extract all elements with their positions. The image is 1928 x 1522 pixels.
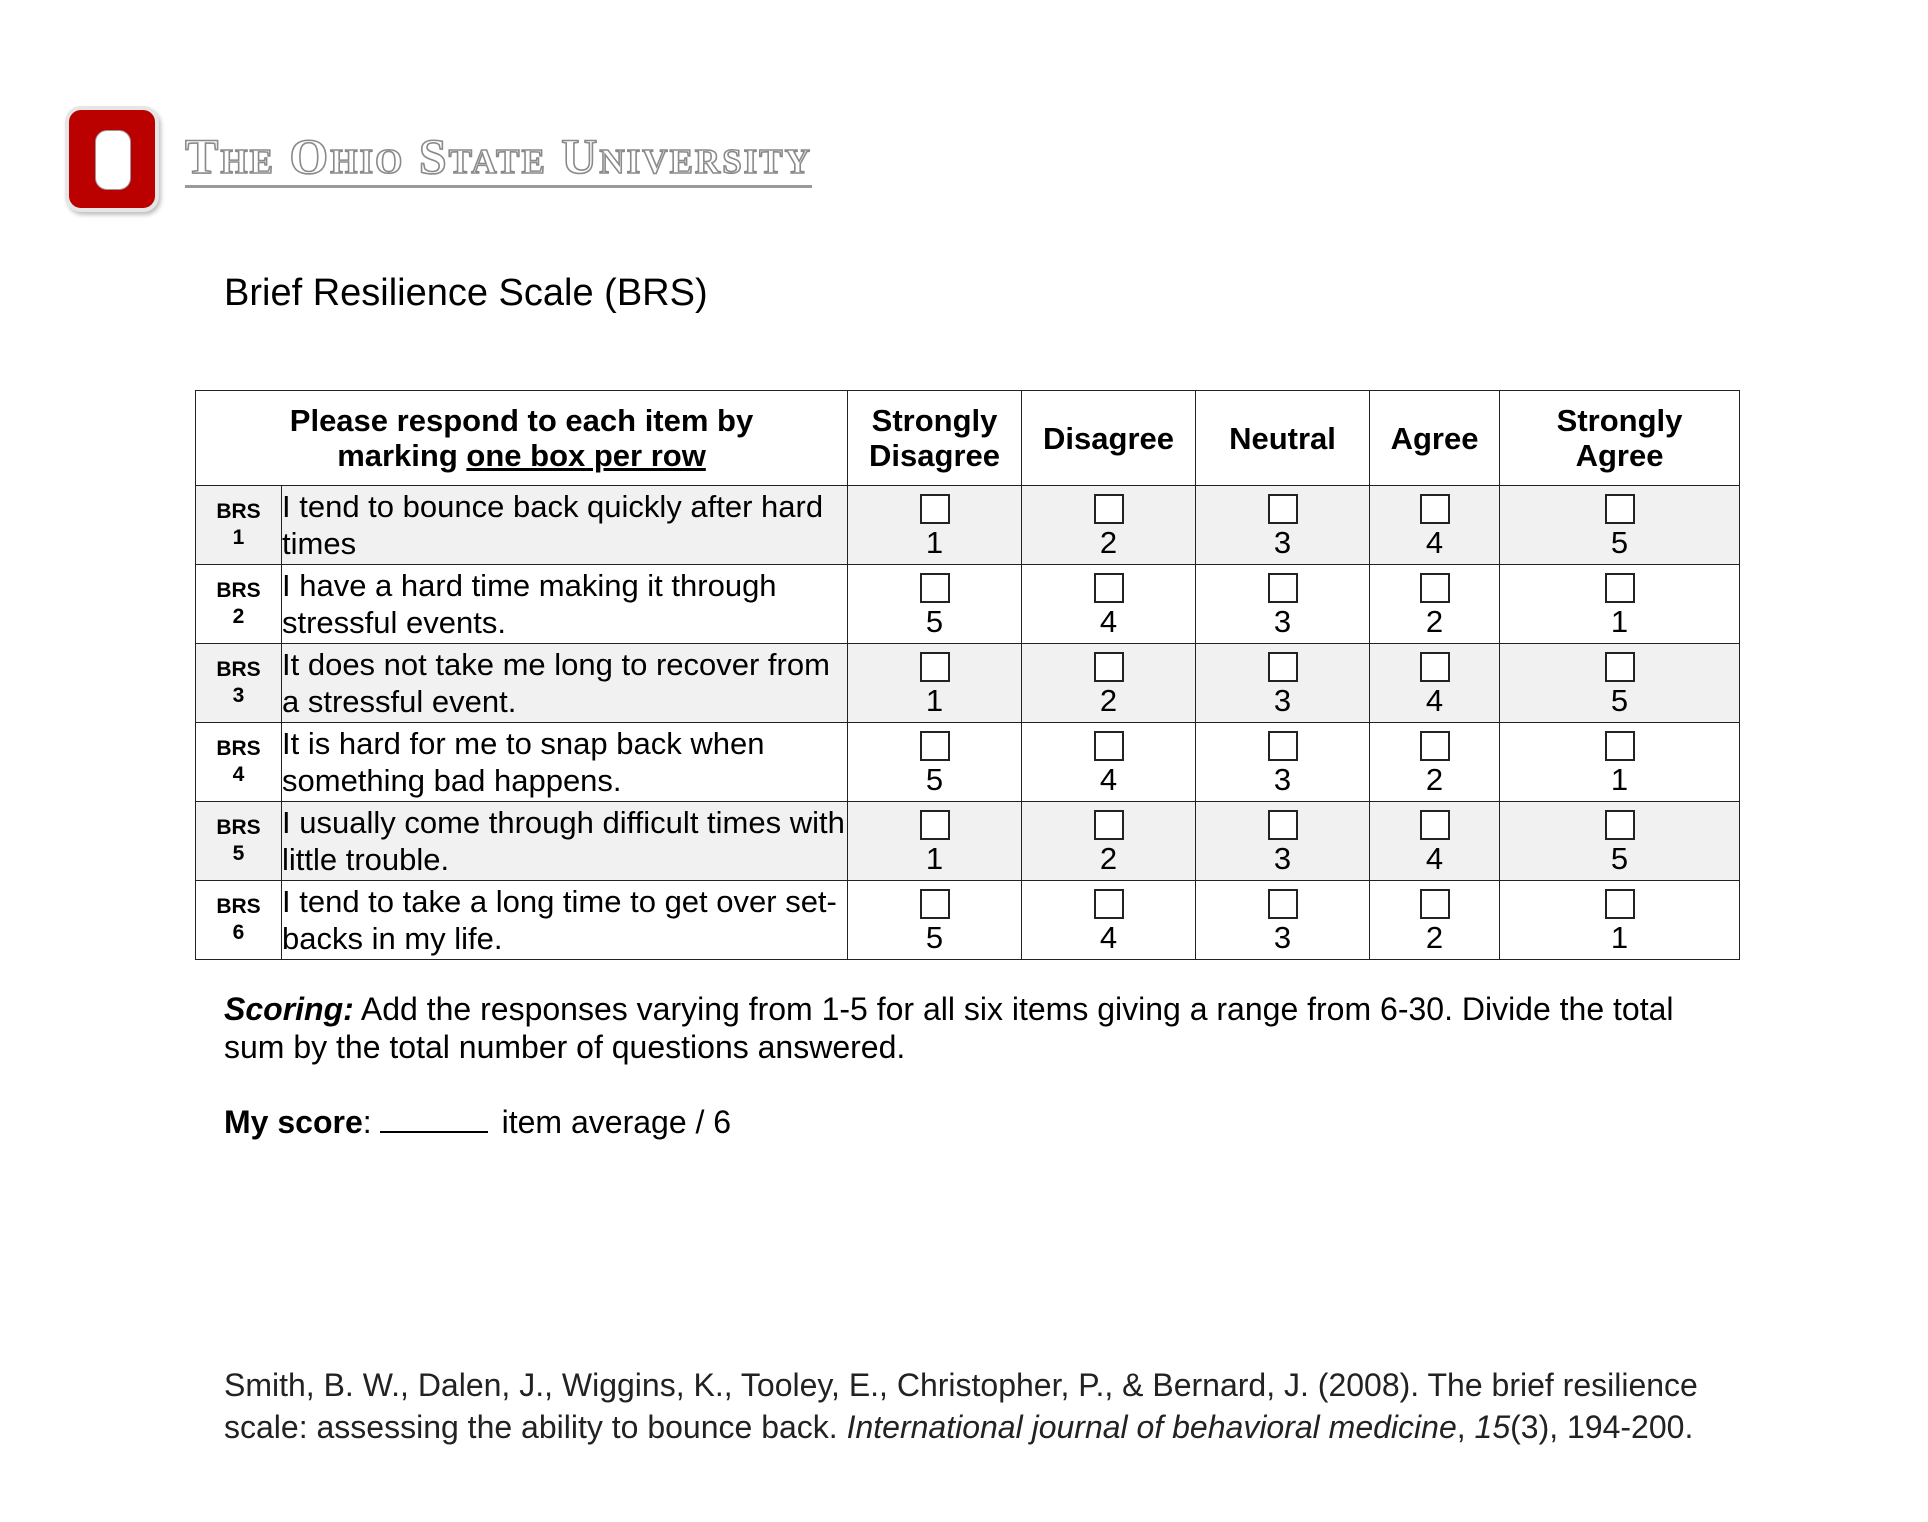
item-statement: It is hard for me to snap back when something bad happens.	[282, 723, 848, 802]
item-code: BRS	[216, 579, 261, 602]
instruction-line-2-emphasis: one box per row	[466, 438, 706, 473]
university-name: The Ohio State University	[185, 130, 812, 188]
item-code: BRS	[216, 658, 261, 681]
response-cell-strongly-agree	[1500, 644, 1740, 723]
response-checkbox[interactable]	[1605, 810, 1635, 840]
item-code: BRS	[216, 500, 261, 523]
response-value: 3	[1273, 604, 1292, 639]
response-value: 3	[1273, 920, 1292, 955]
response-value: 5	[1610, 841, 1629, 876]
item-number: 3	[232, 684, 245, 707]
response-cell-disagree	[1022, 723, 1196, 802]
item-id	[196, 802, 282, 881]
response-checkbox[interactable]	[1094, 731, 1124, 761]
response-cell-neutral	[1196, 723, 1370, 802]
response-value: 4	[1099, 762, 1118, 797]
resilience-scale-table	[195, 390, 1740, 960]
response-value: 2	[1099, 683, 1118, 718]
table-row	[196, 723, 1740, 802]
response-value: 2	[1425, 762, 1444, 797]
my-score-colon: :	[362, 1104, 372, 1140]
item-id	[196, 723, 282, 802]
response-checkbox[interactable]	[1268, 652, 1298, 682]
item-number: 5	[232, 842, 245, 865]
page-title: Brief Resilience Scale (BRS)	[224, 272, 708, 314]
response-cell-strongly-disagree	[848, 565, 1022, 644]
block-o-logo-icon	[65, 106, 159, 212]
citation-authors: Smith, B. W., Dalen, J., Wiggins, K., Tooley, E., Christopher, P., & Bernard, J. (2008). The brief resilience scale: assessing the ability to bounce back.	[224, 1367, 1698, 1445]
response-checkbox[interactable]	[1420, 494, 1450, 524]
item-id	[196, 881, 282, 960]
response-cell-agree	[1370, 802, 1500, 881]
response-checkbox[interactable]	[920, 494, 950, 524]
response-cell-disagree	[1022, 881, 1196, 960]
response-cell-strongly-agree	[1500, 723, 1740, 802]
table-row	[196, 486, 1740, 565]
response-value: 4	[1425, 525, 1444, 560]
response-cell-strongly-agree	[1500, 881, 1740, 960]
response-value: 5	[1610, 525, 1629, 560]
response-cell-strongly-disagree	[848, 644, 1022, 723]
response-value: 4	[1099, 920, 1118, 955]
response-checkbox[interactable]	[1094, 889, 1124, 919]
instruction-line-2-prefix: marking	[337, 438, 467, 473]
citation-volume: 15	[1474, 1409, 1511, 1445]
response-cell-disagree	[1022, 486, 1196, 565]
response-value: 5	[1610, 683, 1629, 718]
item-code: BRS	[216, 895, 261, 918]
item-statement: I tend to take a long time to get over set-backs in my life.	[282, 881, 848, 960]
response-checkbox[interactable]	[920, 889, 950, 919]
item-id	[196, 565, 282, 644]
item-number: 1	[232, 526, 245, 549]
response-value: 3	[1273, 841, 1292, 876]
column-disagree: Disagree	[1022, 391, 1196, 486]
response-checkbox[interactable]	[1420, 652, 1450, 682]
response-cell-strongly-disagree	[848, 802, 1022, 881]
response-cell-strongly-disagree	[848, 486, 1022, 565]
response-value: 3	[1273, 762, 1292, 797]
response-value: 1	[925, 841, 944, 876]
response-value: 5	[925, 920, 944, 955]
response-value: 2	[1099, 525, 1118, 560]
citation-issue-pages: (3), 194-200.	[1510, 1409, 1694, 1445]
response-checkbox[interactable]	[920, 573, 950, 603]
response-value: 5	[925, 604, 944, 639]
citation-separator: ,	[1456, 1409, 1475, 1445]
column-strongly-disagree: Strongly Disagree	[848, 391, 1022, 486]
my-score-suffix: item average / 6	[501, 1104, 732, 1140]
response-cell-agree	[1370, 486, 1500, 565]
table-row	[196, 881, 1740, 960]
scoring-label: Scoring:	[224, 991, 354, 1027]
response-cell-agree	[1370, 723, 1500, 802]
column-neutral: Neutral	[1196, 391, 1370, 486]
response-checkbox[interactable]	[1605, 731, 1635, 761]
response-value: 1	[925, 683, 944, 718]
response-checkbox[interactable]	[1094, 573, 1124, 603]
response-cell-neutral	[1196, 644, 1370, 723]
item-id	[196, 644, 282, 723]
response-checkbox[interactable]	[1268, 494, 1298, 524]
item-statement: I have a hard time making it through stressful events.	[282, 565, 848, 644]
response-value: 1	[1610, 604, 1629, 639]
item-statement: I tend to bounce back quickly after hard times	[282, 486, 848, 565]
response-value: 1	[1610, 762, 1629, 797]
response-value: 1	[1610, 920, 1629, 955]
response-checkbox[interactable]	[1420, 731, 1450, 761]
response-value: 4	[1099, 604, 1118, 639]
response-checkbox[interactable]	[1094, 494, 1124, 524]
item-statement: I usually come through difficult times with little trouble.	[282, 802, 848, 881]
response-cell-agree	[1370, 565, 1500, 644]
response-cell-strongly-agree	[1500, 802, 1740, 881]
response-checkbox[interactable]	[920, 652, 950, 682]
response-checkbox[interactable]	[920, 810, 950, 840]
instruction-header	[196, 391, 848, 486]
my-score-label: My score	[224, 1104, 363, 1140]
item-number: 4	[232, 763, 245, 786]
item-statement: It does not take me long to recover from a stressful event.	[282, 644, 848, 723]
response-checkbox[interactable]	[1268, 731, 1298, 761]
citation	[224, 1364, 1784, 1448]
response-cell-disagree	[1022, 802, 1196, 881]
response-cell-neutral	[1196, 565, 1370, 644]
response-checkbox[interactable]	[1420, 889, 1450, 919]
response-cell-strongly-agree	[1500, 486, 1740, 565]
response-checkbox[interactable]	[1605, 889, 1635, 919]
response-checkbox[interactable]	[1420, 810, 1450, 840]
item-number: 6	[232, 921, 245, 944]
response-checkbox[interactable]	[1268, 573, 1298, 603]
response-value: 1	[925, 525, 944, 560]
response-value: 4	[1425, 841, 1444, 876]
response-cell-neutral	[1196, 486, 1370, 565]
response-value: 2	[1425, 604, 1444, 639]
response-cell-agree	[1370, 881, 1500, 960]
item-id	[196, 486, 282, 565]
response-cell-neutral	[1196, 881, 1370, 960]
table-row	[196, 565, 1740, 644]
response-cell-agree	[1370, 644, 1500, 723]
response-value: 5	[925, 762, 944, 797]
item-code: BRS	[216, 816, 261, 839]
response-cell-strongly-agree	[1500, 565, 1740, 644]
table-row	[196, 802, 1740, 881]
citation-journal: International journal of behavioral medicine	[846, 1409, 1457, 1445]
university-header	[65, 104, 812, 214]
table-header-row	[196, 391, 1740, 486]
response-value: 4	[1425, 683, 1444, 718]
instruction-line-1: Please respond to each item by	[289, 403, 754, 438]
response-value: 3	[1273, 683, 1292, 718]
scale-items	[196, 486, 1740, 960]
response-checkbox[interactable]	[1605, 652, 1635, 682]
item-code: BRS	[216, 737, 261, 760]
response-checkbox[interactable]	[1268, 810, 1298, 840]
response-cell-strongly-disagree	[848, 723, 1022, 802]
table-row	[196, 644, 1740, 723]
response-checkbox[interactable]	[1420, 573, 1450, 603]
response-checkbox[interactable]	[1094, 652, 1124, 682]
response-checkbox[interactable]	[920, 731, 950, 761]
response-checkbox[interactable]	[1094, 810, 1124, 840]
response-checkbox[interactable]	[1605, 494, 1635, 524]
my-score-blank[interactable]	[380, 1103, 488, 1133]
scoring-instructions	[224, 990, 1714, 1066]
response-cell-disagree	[1022, 644, 1196, 723]
column-strongly-agree: Strongly Agree	[1500, 391, 1740, 486]
column-agree: Agree	[1370, 391, 1500, 486]
response-cell-strongly-disagree	[848, 881, 1022, 960]
response-value: 2	[1099, 841, 1118, 876]
my-score-line	[224, 1102, 731, 1142]
response-checkbox[interactable]	[1605, 573, 1635, 603]
item-number: 2	[232, 605, 245, 628]
scoring-text: Add the responses varying from 1-5 for all six items giving a range from 6-30. Divide the total sum by the total number of questions answered.	[224, 991, 1674, 1065]
response-cell-neutral	[1196, 802, 1370, 881]
response-cell-disagree	[1022, 565, 1196, 644]
response-checkbox[interactable]	[1268, 889, 1298, 919]
response-value: 2	[1425, 920, 1444, 955]
response-value: 3	[1273, 525, 1292, 560]
